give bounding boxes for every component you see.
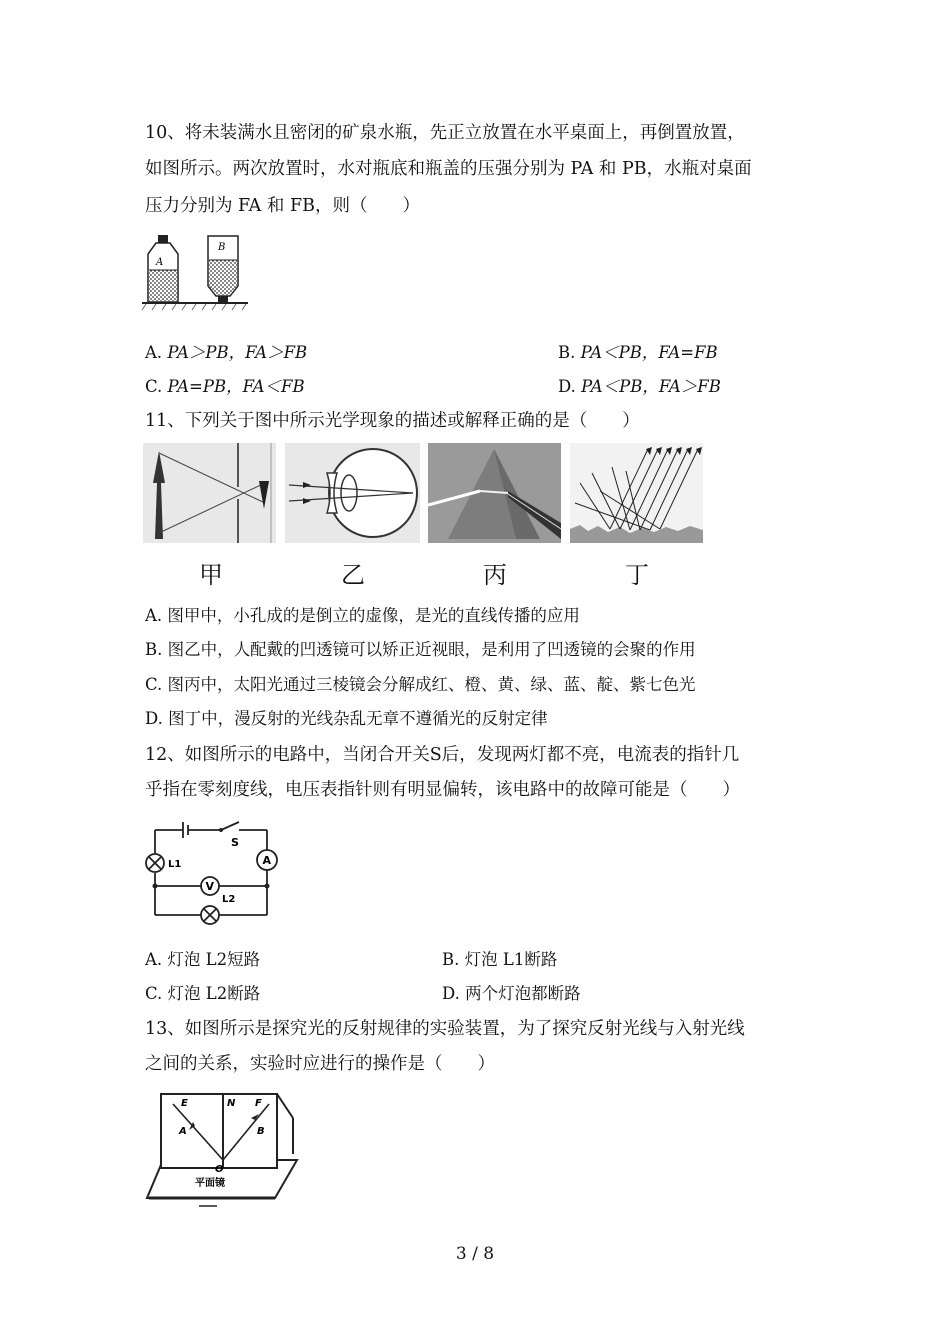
q11-option-a[interactable]: A. 图甲中，小孔成的是倒立的虚像，是光的直线传播的应用 <box>145 606 580 625</box>
q11-option-b[interactable]: B. 图乙中，人配戴的凹透镜可以矫正近视眼，是利用了凹透镜的会聚的作用 <box>145 640 696 659</box>
q12-line-1: 12、如图所示的电路中，当闭合开关S后，发现两灯都不亮，电流表的指针几 <box>145 745 740 765</box>
panel-ding-diffuse <box>570 443 703 543</box>
bottle-cap-icon <box>158 235 168 243</box>
q11-option-d[interactable]: D. 图丁中，漫反射的光线杂乱无章不遵循光的反射定律 <box>145 709 548 728</box>
q12-option-c[interactable]: C. 灯泡 L2断路 <box>145 984 261 1003</box>
panel-bing-prism <box>428 443 561 543</box>
q10-line-3: 压力分别为 FA 和 FB，则（ ） <box>145 196 420 216</box>
q10-option-a[interactable]: A. PA＞PB，FA＞FB <box>145 343 308 362</box>
page-number: 3 / 8 <box>455 1244 495 1264</box>
q12-option-a[interactable]: A. 灯泡 L2短路 <box>145 950 261 969</box>
ammeter-label: A <box>262 854 272 867</box>
q10-option-c[interactable]: C. PA=PB，FA＜FB <box>145 377 305 396</box>
panel-jia-pinhole <box>143 443 276 543</box>
panel-label-yi: 乙 <box>341 561 365 589</box>
lamp-l2-label: L2 <box>222 894 236 905</box>
q10-option-d[interactable]: D. PA＜PB，FA＞FB <box>558 377 721 396</box>
panel-label-bing: 丙 <box>483 561 507 589</box>
q11-line: 11、下列关于图中所示光学现象的描述或解释正确的是（ ） <box>145 411 640 431</box>
q12-line-2: 乎指在零刻度线，电压表指针则有明显偏转，该电路中的故障可能是（ ） <box>145 780 740 800</box>
q10-option-b[interactable]: B. PA＜PB，FA=FB <box>558 343 718 362</box>
label-b: B <box>257 1126 265 1137</box>
q10-line-1: 10、将未装满水且密闭的矿泉水瓶，先正立放置在水平桌面上，再倒置放置， <box>145 123 745 143</box>
bottle-label-b: B <box>218 242 226 253</box>
panel-label-jia: 甲 <box>199 561 223 589</box>
bottle-figure <box>140 232 250 312</box>
label-a: A <box>179 1126 187 1137</box>
bottle-label-a: A <box>156 257 164 268</box>
q10-line-2: 如图所示。两次放置时，水对瓶底和瓶盖的压强分别为 PA 和 PB，水瓶对桌面 <box>145 159 752 179</box>
circuit-figure <box>143 820 283 930</box>
switch-label: S <box>231 836 239 849</box>
lamp-l1-label: L1 <box>168 859 182 870</box>
reflection-figure <box>143 1090 303 1210</box>
panel-label-ding: 丁 <box>625 561 649 589</box>
q13-line-1: 13、如图所示是探究光的反射规律的实验装置，为了探究反射光线与入射光线 <box>145 1019 745 1039</box>
voltmeter-label: V <box>205 880 215 893</box>
label-o: O <box>215 1164 224 1175</box>
label-f: F <box>255 1098 262 1109</box>
q11-option-c[interactable]: C. 图丙中，太阳光通过三棱镜会分解成红、橙、黄、绿、蓝、靛、紫七色光 <box>145 675 696 694</box>
q13-line-2: 之间的关系，实验时应进行的操作是（ ） <box>145 1054 495 1074</box>
panel-yi-eye <box>285 443 420 543</box>
q12-option-d[interactable]: D. 两个灯泡都断路 <box>442 984 581 1003</box>
label-n: N <box>227 1098 236 1109</box>
label-mirror: 平面镜 <box>195 1178 225 1189</box>
q12-option-b[interactable]: B. 灯泡 L1断路 <box>442 950 558 969</box>
label-e: E <box>181 1098 188 1109</box>
